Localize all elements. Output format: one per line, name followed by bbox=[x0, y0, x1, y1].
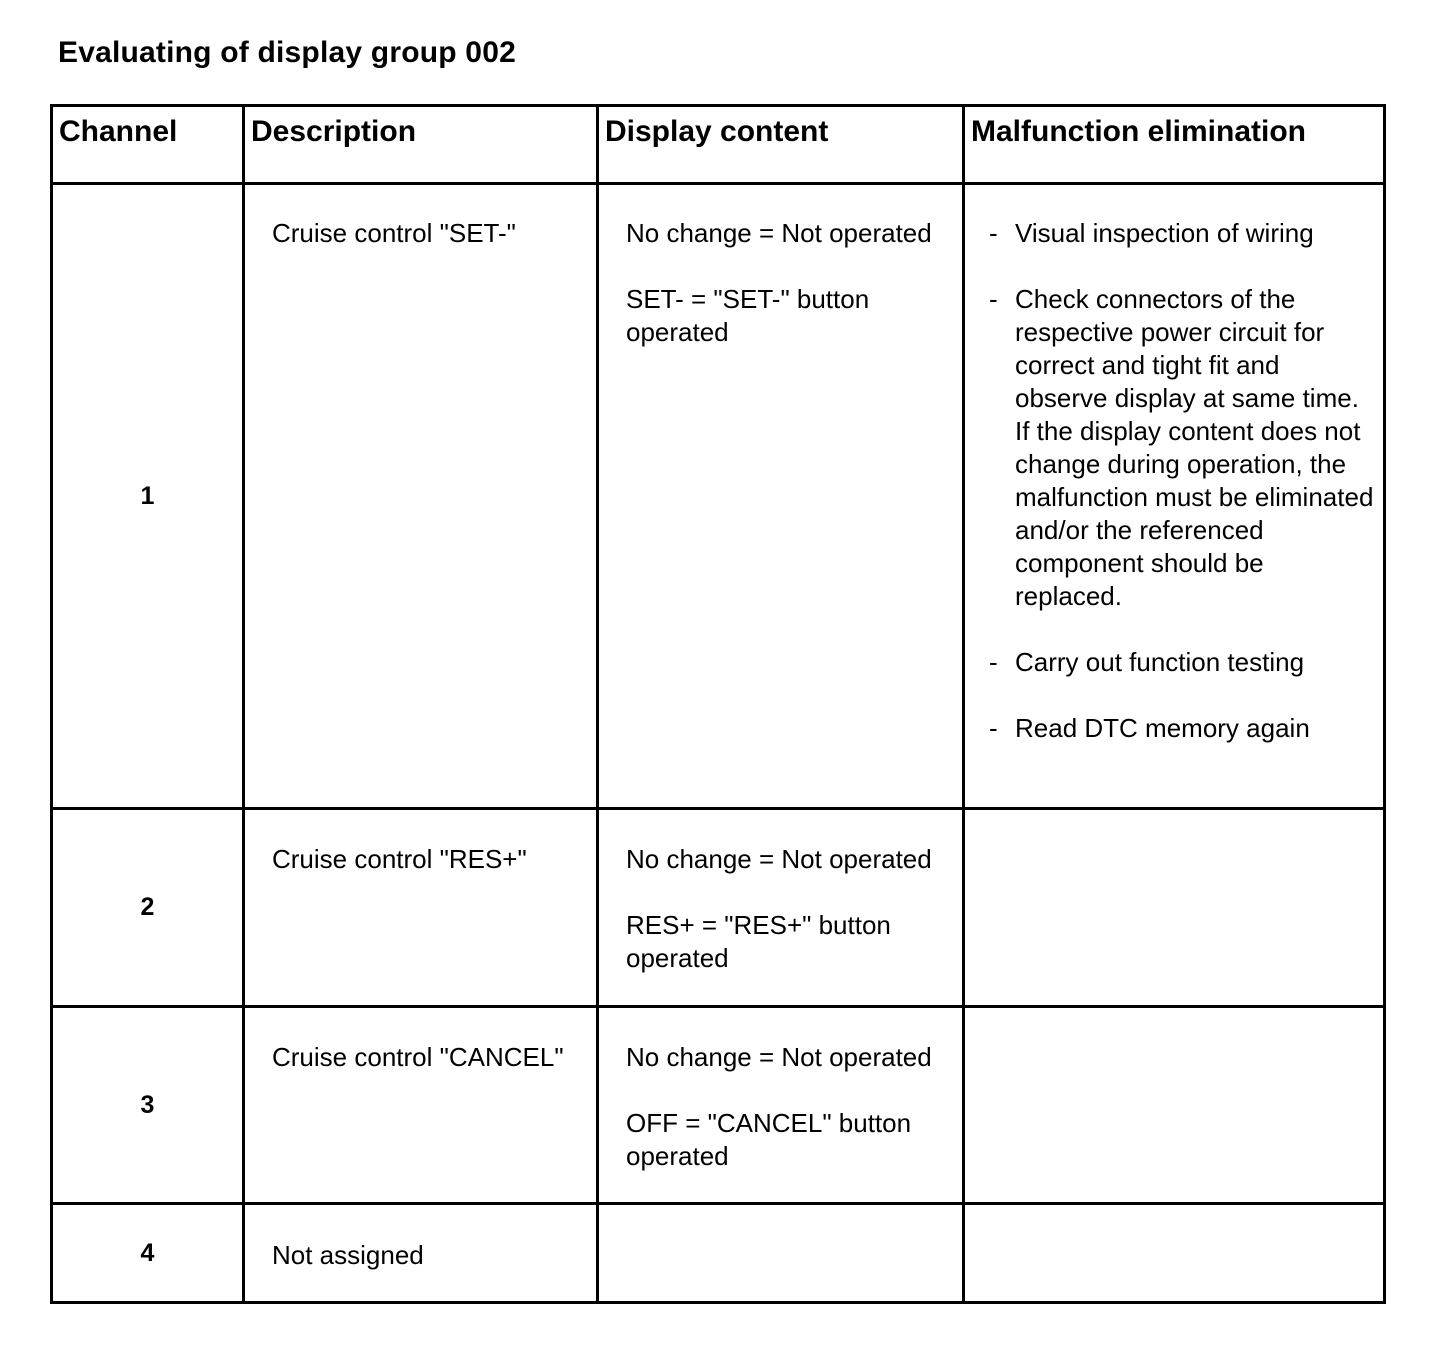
bullet-dash: - bbox=[989, 713, 998, 743]
header-display-content: Display content bbox=[598, 106, 964, 184]
bullet-dash: - bbox=[989, 284, 998, 314]
header-channel: Channel bbox=[52, 106, 244, 184]
description-cell bbox=[244, 1007, 598, 1204]
table-row bbox=[52, 1204, 1385, 1303]
malfunction-step bbox=[989, 646, 1375, 679]
malfunction-step bbox=[989, 217, 1375, 250]
page-title: Evaluating of display group 002 bbox=[58, 36, 516, 69]
description-text: Cruise control "CANCEL" bbox=[272, 1042, 564, 1072]
display-line: SET- = "SET-" button operated bbox=[626, 284, 870, 347]
malfunction-step-text: Check connectors of the respective power circuit for correct and tight fit and observe display at same time. If the display content does not change during operation, the malfunction must be eliminated and/or the referenced component should be replaced. bbox=[1015, 284, 1374, 611]
description-cell bbox=[244, 184, 598, 809]
malfunction-step-text: Visual inspection of wiring bbox=[1015, 218, 1314, 248]
description-cell bbox=[244, 809, 598, 1007]
display-content-cell bbox=[598, 184, 964, 809]
malfunction-step-text: Read DTC memory again bbox=[1015, 713, 1310, 743]
description-text: Not assigned bbox=[272, 1240, 424, 1270]
malfunction-elimination-cell bbox=[964, 809, 1385, 1007]
display-content-cell bbox=[598, 1007, 964, 1204]
display-group-table bbox=[50, 104, 1386, 1304]
malfunction-step bbox=[989, 283, 1375, 613]
bullet-dash: - bbox=[989, 218, 998, 248]
description-cell bbox=[244, 1204, 598, 1303]
display-line: No change = Not operated bbox=[626, 218, 932, 248]
display-content-cell bbox=[598, 1204, 964, 1303]
malfunction-step bbox=[989, 712, 1375, 745]
malfunction-elimination-cell bbox=[964, 184, 1385, 809]
malfunction-step-text: Carry out function testing bbox=[1015, 647, 1305, 677]
table-row bbox=[52, 809, 1385, 1007]
header-malfunction-elimination: Malfunction elimination bbox=[964, 106, 1385, 184]
display-line: OFF = "CANCEL" button operated bbox=[626, 1108, 912, 1171]
channel-number: 3 bbox=[52, 1007, 244, 1204]
header-description: Description bbox=[244, 106, 598, 184]
description-text: Cruise control "RES+" bbox=[272, 844, 527, 874]
bullet-dash: - bbox=[989, 647, 998, 677]
malfunction-elimination-cell bbox=[964, 1007, 1385, 1204]
channel-number: 2 bbox=[52, 809, 244, 1007]
description-text: Cruise control "SET-" bbox=[272, 218, 516, 248]
display-line: RES+ = "RES+" button operated bbox=[626, 910, 891, 973]
display-content-cell bbox=[598, 809, 964, 1007]
display-line: No change = Not operated bbox=[626, 1042, 932, 1072]
table-row bbox=[52, 1007, 1385, 1204]
malfunction-elimination-cell bbox=[964, 1204, 1385, 1303]
channel-number: 1 bbox=[52, 184, 244, 809]
table-row bbox=[52, 184, 1385, 809]
channel-number: 4 bbox=[52, 1204, 244, 1303]
display-line: No change = Not operated bbox=[626, 844, 932, 874]
table-header-row bbox=[52, 106, 1385, 184]
